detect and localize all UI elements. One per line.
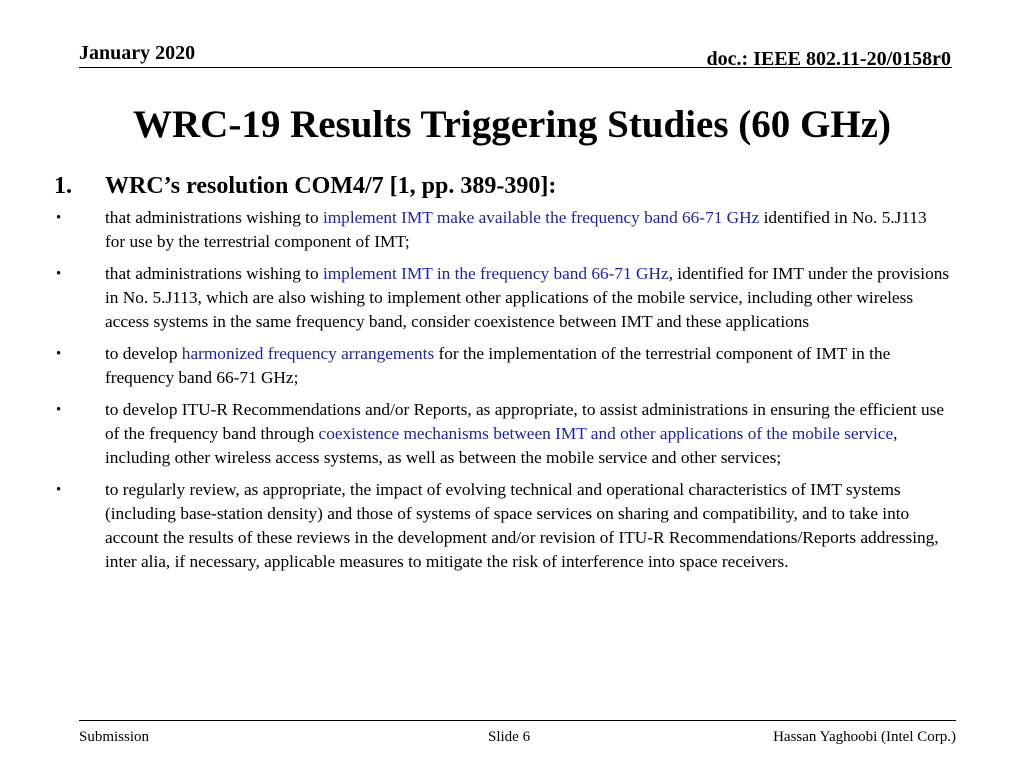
footer-submission: Submission	[79, 729, 150, 745]
bullet-text: to regularly review, as appropriate, the impact of evolving technical and operational characteristics of IMT systems (including base-station density) and those of systems of space services on sharing and compatibility, and to take into account the results of these reviews in the development and/or revision of ITU-R Recommendations/Reports addressing, inter alia, if necessary, applicable measures to mitigate the risk of interference into space receivers.	[105, 480, 939, 571]
bullet-item	[0, 342, 1024, 390]
section-heading-text: WRC’s resolution COM4/7 [1, pp. 389-390]:	[105, 173, 557, 199]
bullet-text-after: for the implementation of the terrestrial component of IMT in the frequency band 66-71 GHz;	[105, 344, 891, 387]
bullet-text	[105, 206, 950, 254]
bullet-item	[0, 478, 1024, 574]
bullet-text-after: identified in No. 5.J113 for use by the terrestrial component of IMT;	[105, 208, 927, 251]
footer-slide-number: Slide 6	[488, 729, 531, 745]
bullet-item	[0, 206, 1024, 254]
header-divider	[79, 67, 952, 68]
footer-divider	[79, 720, 956, 721]
bullet-mark: •	[56, 346, 62, 362]
bullet-text-before: that administrations wishing to	[105, 264, 323, 283]
section-number: 1.	[54, 173, 72, 199]
footer-author: Hassan Yaghoobi (Intel Corp.)	[773, 729, 956, 745]
bullet-text-highlight: implement IMT in the frequency band 66-71 GHz	[322, 264, 669, 283]
slide-title: WRC-19 Results Triggering Studies (60 GHz)	[133, 103, 891, 146]
bullet-text-before: to develop ITU-R Recommendations and/or Reports, as appropriate, to assist administrations in ensuring the efficient use of the frequency band through	[105, 400, 945, 443]
bullet-mark: •	[56, 482, 62, 498]
bullet-text	[105, 262, 950, 334]
section-heading	[0, 168, 1024, 206]
bullet-text	[105, 398, 950, 470]
bullet-text-before: that administrations wishing to	[105, 208, 323, 227]
bullet-text-after: , including other wireless access systems, as well as between the mobile service and other services;	[105, 424, 898, 467]
header-doc-id: doc.: IEEE 802.11-20/0158r0	[706, 48, 951, 70]
slide-content	[0, 168, 1024, 582]
bullet-item	[0, 262, 1024, 334]
bullet-item	[0, 398, 1024, 470]
bullet-text-after: , identified for IMT under the provisions in No. 5.J113, which are also wishing to implement other applications of the mobile service, including other wireless access systems in the same frequency band, consider coexistence between IMT and these applications	[105, 264, 950, 331]
bullet-mark: •	[56, 210, 62, 226]
bullet-text	[105, 342, 950, 390]
bullet-text-before: to develop	[105, 344, 182, 363]
bullet-text-highlight: implement IMT make available the frequency band 66-71 GHz	[322, 208, 760, 227]
bullet-mark: •	[56, 266, 62, 282]
header-date: January 2020	[79, 42, 196, 64]
bullet-text-highlight: harmonized frequency arrangements	[181, 344, 435, 363]
bullet-text-highlight: coexistence mechanisms between IMT and other applications of the mobile service	[318, 424, 894, 443]
bullet-mark: •	[56, 402, 62, 418]
